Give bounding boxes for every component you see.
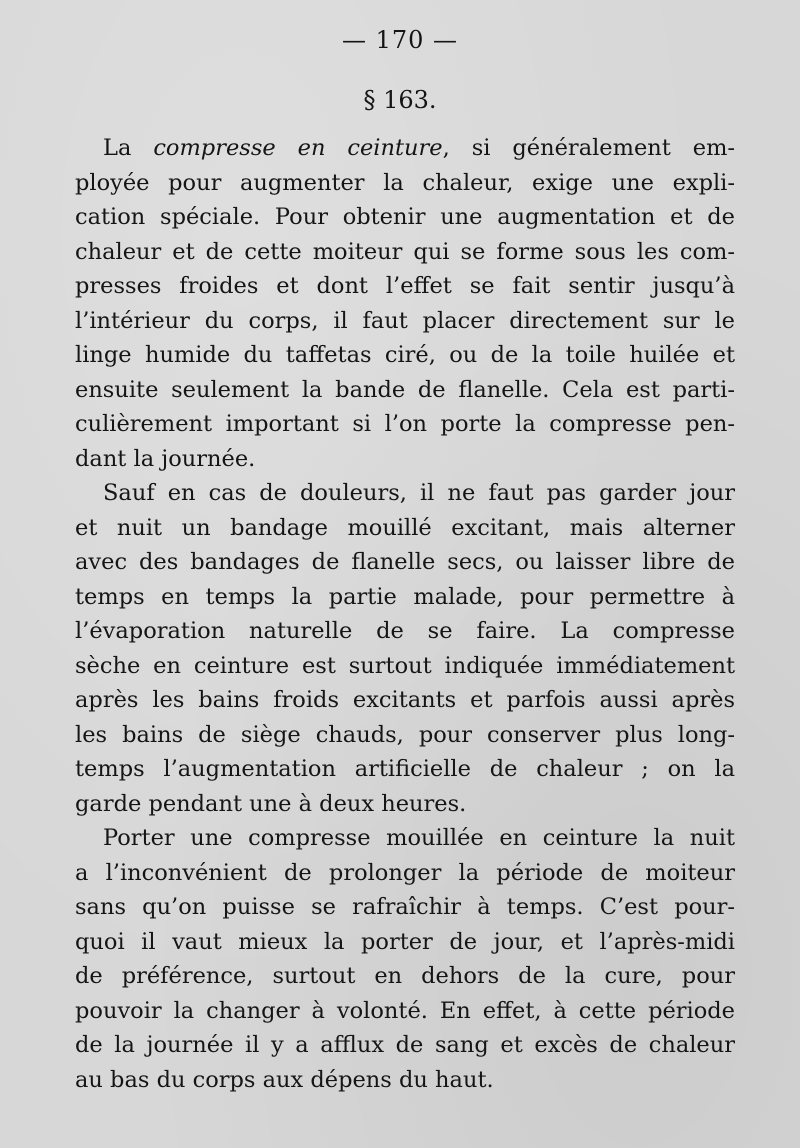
text-line <box>75 718 735 753</box>
text-run: dant la journée. <box>75 445 256 472</box>
text-run: ensuite seulement la bande de flanelle. Cela est parti- <box>75 376 735 403</box>
text-line <box>75 545 735 580</box>
italic-text: compresse en ceinture <box>153 135 443 161</box>
text-run: temps en temps la partie malade, pour permettre à <box>75 583 735 610</box>
text-line <box>75 683 735 718</box>
text-run: sèche en ceinture est surtout indiquée immédiatement <box>75 652 735 679</box>
text-run: temps l’augmentation artificielle de chaleur ; on la <box>75 756 735 782</box>
paragraph <box>75 476 735 821</box>
text-run: avec des bandages de flanelle secs, ou laisser libre de <box>75 549 735 575</box>
text-line <box>75 925 735 960</box>
text-line <box>75 442 735 477</box>
text-run: sans qu’on puisse se rafraîchir à temps. C’est pour- <box>75 894 735 920</box>
text-line <box>75 959 735 994</box>
text-run: et nuit un bandage mouillé excitant, mais alterner <box>75 514 735 541</box>
text-line <box>75 304 735 339</box>
text-run: culièrement important si l’on porte la compresse pen- <box>75 411 735 437</box>
text-line <box>75 373 735 408</box>
text-line <box>75 580 735 615</box>
text-line <box>75 787 735 822</box>
text-run: ployée pour augmenter la chaleur, exige une expli- <box>75 169 735 196</box>
text-line <box>75 752 735 787</box>
text-line <box>75 649 735 684</box>
text-line <box>75 200 735 235</box>
text-run: de la journée il y a afflux de sang et excès de chaleur <box>75 1032 735 1058</box>
text-line <box>75 131 735 166</box>
text-run: chaleur et de cette moiteur qui se forme sous les com- <box>75 238 735 265</box>
text-line <box>75 235 735 270</box>
text-run: au bas du corps aux dépens du haut. <box>75 1066 494 1093</box>
text-run: après les bains froids excitants et parfois aussi après <box>75 687 735 713</box>
text-line <box>75 1028 735 1063</box>
text-run: presses froides et dont l’effet se fait sentir jusqu’à <box>75 273 735 299</box>
text-line <box>75 614 735 649</box>
text-run: Porter une compresse mouillée en ceinture la nuit <box>103 825 735 851</box>
text-line <box>75 1063 735 1098</box>
text-run: de préférence, surtout en dehors de la cure, pour <box>75 963 735 989</box>
text-run: linge humide du taffetas ciré, ou de la toile huilée et <box>75 342 735 368</box>
text-line <box>75 994 735 1029</box>
body-text <box>75 131 735 1097</box>
text-line <box>75 856 735 891</box>
page-number: — 170 — <box>341 26 459 54</box>
text-line <box>75 821 735 856</box>
text-line <box>75 269 735 304</box>
text-line <box>75 166 735 201</box>
text-run: l’intérieur du corps, il faut placer directement sur le <box>75 307 735 334</box>
text-run: quoi il vaut mieux la porter de jour, et l’après-midi <box>75 928 735 955</box>
text-line <box>75 890 735 925</box>
text-run: cation spéciale. Pour obtenir une augmentation et de <box>75 204 735 230</box>
text-line <box>75 476 735 511</box>
text-run: , si généralement em- <box>442 135 736 161</box>
text-line <box>75 511 735 546</box>
text-run: Sauf en cas de douleurs, il ne faut pas garder jour <box>103 480 735 506</box>
section-heading: § 163. <box>363 86 437 114</box>
text-run: garde pendant une à deux heures. <box>75 790 467 817</box>
text-run: les bains de siège chauds, pour conserver plus long- <box>75 721 735 748</box>
text-run: pouvoir la changer à volonté. En effet, à cette période <box>75 997 735 1024</box>
text-run: a l’inconvénient de prolonger la période de moiteur <box>75 859 735 886</box>
text-line <box>75 338 735 373</box>
text-run: l’évaporation naturelle de se faire. La compresse <box>75 618 735 644</box>
paragraph <box>75 131 735 476</box>
paragraph <box>75 821 735 1097</box>
text-run: La <box>103 135 154 161</box>
text-line <box>75 407 735 442</box>
